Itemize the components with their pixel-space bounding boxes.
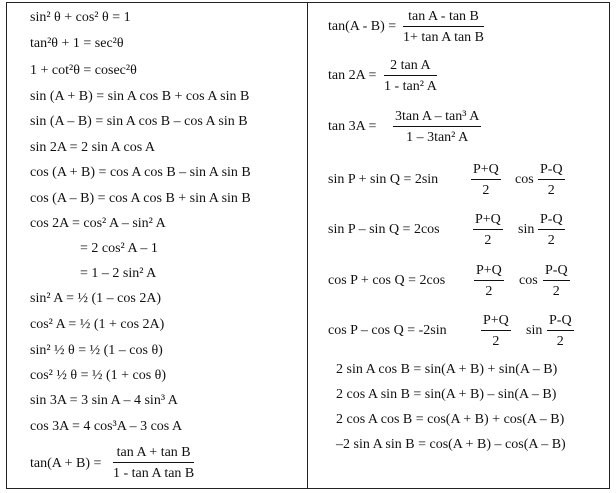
half-sum-fraction xyxy=(481,312,511,350)
sum-product-lhs: cos P + cos Q = 2cos xyxy=(328,273,446,288)
half-sum-numerator: P+Q xyxy=(471,161,501,180)
half-sum-fraction xyxy=(474,262,504,300)
formula-cos-double-alt1: = 2 cos² A – 1 xyxy=(80,241,158,256)
sum-product-lhs: sin P – sin Q = 2cos xyxy=(328,222,440,237)
formula-sin-diff: sin (A – B) = sin A cos B – cos A sin B xyxy=(30,114,248,129)
half-diff-denominator: 2 xyxy=(547,233,555,248)
column-divider xyxy=(307,2,308,489)
tan-sum-denominator: 1 - tan A tan B xyxy=(113,466,195,481)
formula-tan-sec: tan²θ + 1 = sec²θ xyxy=(30,36,124,51)
half-diff-numerator: P-Q xyxy=(538,161,565,180)
tan-double-lhs: tan 2A = xyxy=(328,68,377,83)
formula-sin-squared: sin² A = ½ (1 – cos 2A) xyxy=(30,291,162,306)
half-diff-denominator: 2 xyxy=(556,334,564,349)
half-diff-denominator: 2 xyxy=(547,183,555,198)
formula-cos-half: cos² ½ θ = ½ (1 + cos θ) xyxy=(30,368,167,383)
formula-sin-half: sin² ½ θ = ½ (1 – cos θ) xyxy=(30,343,163,358)
formula-neg2sinAsinB: –2 sin A sin B = cos(A + B) – cos(A – B) xyxy=(336,437,566,452)
half-diff-fraction xyxy=(547,312,574,350)
half-sum-denominator: 2 xyxy=(484,233,492,248)
tan-triple-denominator: 1 – 3tan² A xyxy=(406,130,469,145)
formula-cos-double: cos 2A = cos² A – sin² A xyxy=(30,216,166,231)
half-sum-numerator: P+Q xyxy=(481,312,511,331)
half-sum-denominator: 2 xyxy=(482,183,490,198)
tan-triple-fraction xyxy=(393,108,481,146)
formula-cos-squared: cos² A = ½ (1 + cos 2A) xyxy=(30,317,165,332)
formula-2cosAcosB: 2 cos A cos B = cos(A + B) + cos(A – B) xyxy=(336,412,565,427)
formula-cos-triple: cos 3A = 4 cos³A – 3 cos A xyxy=(30,419,183,434)
sum-product-lhs: sin P + sin Q = 2sin xyxy=(328,172,439,187)
half-diff-denominator: 2 xyxy=(552,284,560,299)
formula-2sinAcosB: 2 sin A cos B = sin(A + B) + sin(A – B) xyxy=(336,362,558,377)
tan-diff-numerator: tan A - tan B xyxy=(403,8,484,27)
formula-sin-triple: sin 3A = 3 sin A – 4 sin³ A xyxy=(30,393,178,408)
half-diff-numerator: P-Q xyxy=(538,211,565,230)
tan-sum-numerator: tan A + tan B xyxy=(113,444,194,463)
tan-sum-lhs: tan(A + B) = xyxy=(30,456,102,471)
half-sum-numerator: P+Q xyxy=(473,211,503,230)
tan-diff-denominator: 1+ tan A tan B xyxy=(403,30,485,45)
formula-cos-sum: cos (A + B) = cos A cos B – sin A sin B xyxy=(30,165,251,180)
tan-diff-lhs: tan(A - B) = xyxy=(328,19,397,34)
half-sum-fraction xyxy=(473,211,503,249)
tan-double-fraction xyxy=(384,57,437,95)
half-sum-fraction xyxy=(471,161,501,199)
formula-cos-double-alt2: = 1 – 2 sin² A xyxy=(80,266,157,281)
tan-diff-fraction xyxy=(403,8,484,46)
sum-product-mid: cos xyxy=(515,172,534,187)
sum-product-mid: sin xyxy=(526,323,543,338)
tan-double-numerator: 2 tan A xyxy=(384,57,437,76)
formula-sin-sum: sin (A + B) = sin A cos B + cos A sin B xyxy=(30,89,250,104)
tan-triple-lhs: tan 3A = xyxy=(328,119,377,134)
half-sum-denominator: 2 xyxy=(485,284,493,299)
tan-triple-numerator: 3tan A – tan³ A xyxy=(393,108,481,127)
tan-sum-fraction xyxy=(113,444,194,482)
formula-pythagorean: sin² θ + cos² θ = 1 xyxy=(30,10,131,25)
sum-product-mid: sin xyxy=(518,222,535,237)
formula-2cosAsinB: 2 cos A sin B = sin(A + B) – sin(A – B) xyxy=(336,387,557,402)
half-diff-fraction xyxy=(543,262,570,300)
sum-product-mid: cos xyxy=(519,273,538,288)
half-diff-numerator: P-Q xyxy=(547,312,574,331)
half-diff-fraction xyxy=(538,211,565,249)
sum-product-lhs: cos P – cos Q = -2sin xyxy=(328,323,447,338)
half-sum-numerator: P+Q xyxy=(474,262,504,281)
tan-double-denominator: 1 - tan² A xyxy=(384,79,437,94)
formula-sin-double: sin 2A = 2 sin A cos A xyxy=(30,140,155,155)
formula-cot-cosec: 1 + cot²θ = cosec²θ xyxy=(30,63,137,78)
half-sum-denominator: 2 xyxy=(492,334,500,349)
formula-cos-diff: cos (A – B) = cos A cos B + sin A sin B xyxy=(30,191,251,206)
half-diff-fraction xyxy=(538,161,565,199)
half-diff-numerator: P-Q xyxy=(543,262,570,281)
